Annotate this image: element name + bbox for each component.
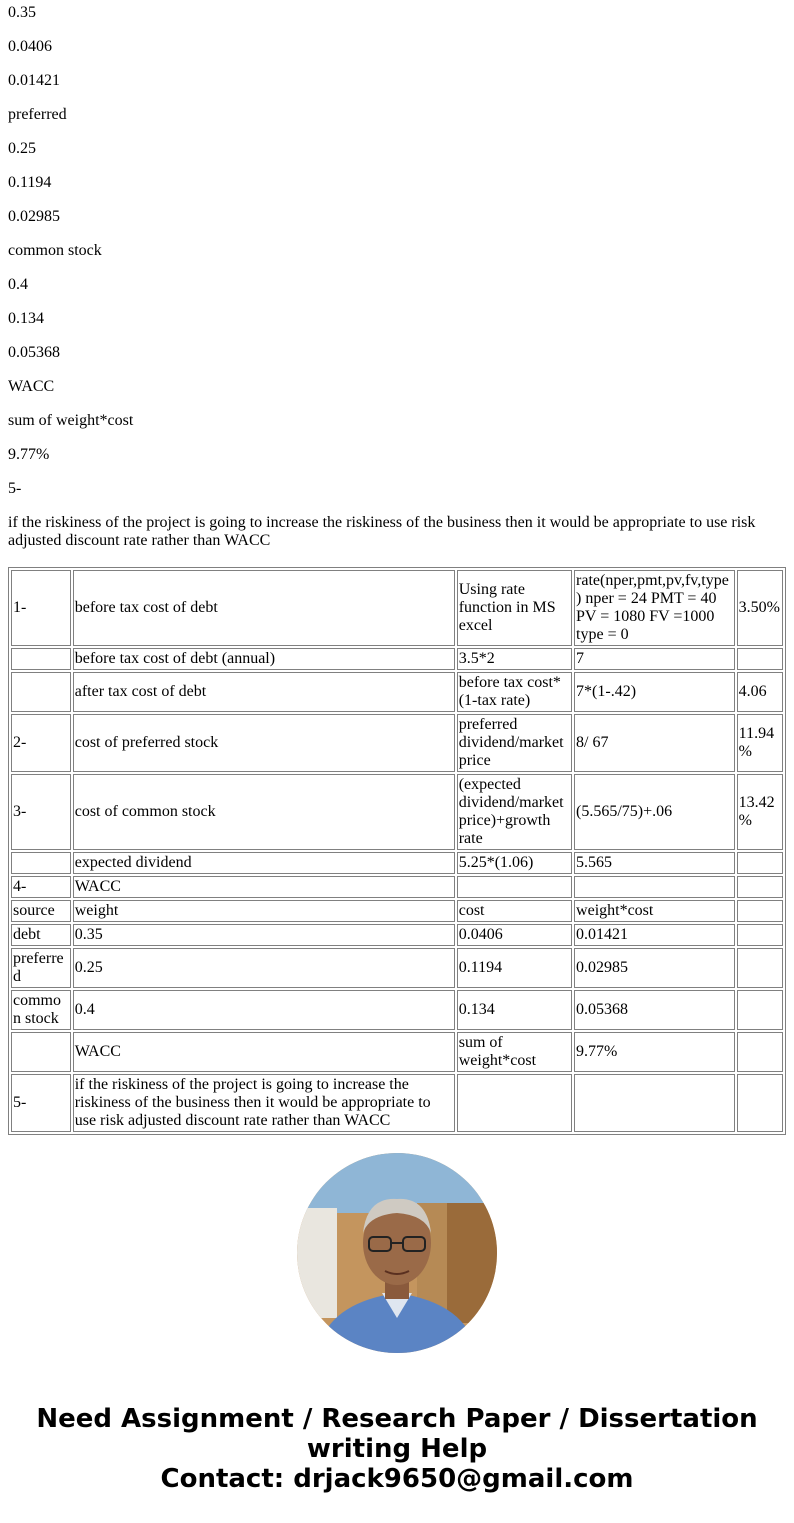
table-cell — [737, 948, 783, 988]
table-cell: 13.42% — [737, 774, 783, 850]
table-cell — [574, 1074, 735, 1132]
table-cell: 3.5*2 — [457, 648, 572, 670]
table-cell: weight — [73, 900, 455, 922]
table-cell: 5.565 — [574, 852, 735, 874]
wacc-table — [8, 567, 786, 1135]
line: 0.25 — [8, 140, 36, 157]
table-cell — [457, 1074, 572, 1132]
table-cell: before tax cost*(1-tax rate) — [457, 672, 572, 712]
table-cell: before tax cost of debt (annual) — [73, 648, 455, 670]
table-cell — [737, 900, 783, 922]
table-cell: 4.06 — [737, 672, 783, 712]
line: 0.02985 — [8, 208, 60, 225]
table-cell: 5- — [11, 1074, 71, 1132]
line: WACC — [8, 378, 55, 395]
table-cell: after tax cost of debt — [73, 672, 455, 712]
table-cell: 4- — [11, 876, 71, 898]
line: sum of weight*cost — [8, 412, 134, 429]
line: 0.35 — [8, 4, 36, 21]
table-cell: 0.35 — [73, 924, 455, 946]
table-cell: 3- — [11, 774, 71, 850]
table-cell — [457, 876, 572, 898]
table-cell — [11, 852, 71, 874]
table-cell: 3.50% — [737, 570, 783, 646]
help-banner — [0, 1404, 794, 1494]
table-cell: common stock — [11, 990, 71, 1030]
table-cell — [11, 648, 71, 670]
answer-lines — [8, 4, 786, 550]
table-cell: (5.565/75)+.06 — [574, 774, 735, 850]
table-row — [11, 570, 783, 646]
line: 0.0406 — [8, 38, 52, 55]
conclusion-paragraph: if the riskiness of the project is going to increase the riskiness of the business then it would be appropriate to use risk adjusted discount rate rather than WACC — [8, 514, 756, 549]
table-cell: 5.25*(1.06) — [457, 852, 572, 874]
line: 9.77% — [8, 446, 50, 463]
line: common stock — [8, 242, 102, 259]
table-cell — [11, 1032, 71, 1072]
table-cell — [737, 924, 783, 946]
table-cell: 9.77% — [574, 1032, 735, 1072]
table-cell: 8/ 67 — [574, 714, 735, 772]
line: 0.1194 — [8, 174, 52, 191]
table-cell: cost — [457, 900, 572, 922]
banner-line-1: Need Assignment / Research Paper / Dissertation — [36, 1404, 758, 1434]
table-cell: 0.01421 — [574, 924, 735, 946]
table-cell: 0.0406 — [457, 924, 572, 946]
table-cell: 0.02985 — [574, 948, 735, 988]
table-row — [11, 852, 783, 874]
table-cell: cost of preferred stock — [73, 714, 455, 772]
table-cell: 0.1194 — [457, 948, 572, 988]
table-cell: 0.134 — [457, 990, 572, 1030]
table-cell: debt — [11, 924, 71, 946]
table-row — [11, 774, 783, 850]
table-cell: cost of common stock — [73, 774, 455, 850]
table-cell: 0.25 — [73, 948, 455, 988]
table-cell: source — [11, 900, 71, 922]
table-cell — [737, 648, 783, 670]
table-cell: 1- — [11, 570, 71, 646]
table-cell: WACC — [73, 1032, 455, 1072]
contact-email: Contact: drjack9650@gmail.com — [160, 1464, 634, 1494]
banner-line-2: writing Help — [306, 1434, 488, 1464]
table-cell: if the riskiness of the project is going to increase the riskiness of the business then it would be appropriate to use risk adjusted discount rate rather than WACC — [73, 1074, 455, 1132]
table-cell — [737, 852, 783, 874]
table-row — [11, 1032, 783, 1072]
table-cell: preferred — [11, 948, 71, 988]
table-row — [11, 948, 783, 988]
table-row — [11, 1074, 783, 1132]
line: 0.4 — [8, 276, 28, 293]
line: 0.05368 — [8, 344, 60, 361]
table-cell: 0.05368 — [574, 990, 735, 1030]
line: 0.01421 — [8, 72, 60, 89]
table-cell: 11.94% — [737, 714, 783, 772]
table-cell — [737, 1032, 783, 1072]
table-row — [11, 714, 783, 772]
table-cell: Using rate function in MS excel — [457, 570, 572, 646]
table-row — [11, 672, 783, 712]
table-cell: 0.4 — [73, 990, 455, 1030]
table-cell: rate(nper,pmt,pv,fv,type) nper = 24 PMT = 40 PV = 1080 FV =1000 type = 0 — [574, 570, 735, 646]
line: 5- — [8, 480, 22, 497]
author-photo — [297, 1153, 497, 1353]
table-cell: 7 — [574, 648, 735, 670]
portrait-illustration — [297, 1153, 497, 1353]
table-row — [11, 990, 783, 1030]
table-cell — [11, 672, 71, 712]
table-cell: 2- — [11, 714, 71, 772]
table-row — [11, 900, 783, 922]
table-cell: (expected dividend/market price)+growth rate — [457, 774, 572, 850]
table-cell — [574, 876, 735, 898]
table-cell — [737, 1074, 783, 1132]
table-cell: WACC — [73, 876, 455, 898]
table-row — [11, 648, 783, 670]
table-cell — [737, 876, 783, 898]
line: preferred — [8, 106, 67, 123]
table-cell: weight*cost — [574, 900, 735, 922]
table-cell: before tax cost of debt — [73, 570, 455, 646]
table-cell — [737, 990, 783, 1030]
table-row — [11, 876, 783, 898]
line: 0.134 — [8, 310, 44, 327]
table-cell: expected dividend — [73, 852, 455, 874]
table-cell: preferred dividend/market price — [457, 714, 572, 772]
table-cell: 7*(1-.42) — [574, 672, 735, 712]
table-cell: sum of weight*cost — [457, 1032, 572, 1072]
table-row — [11, 924, 783, 946]
